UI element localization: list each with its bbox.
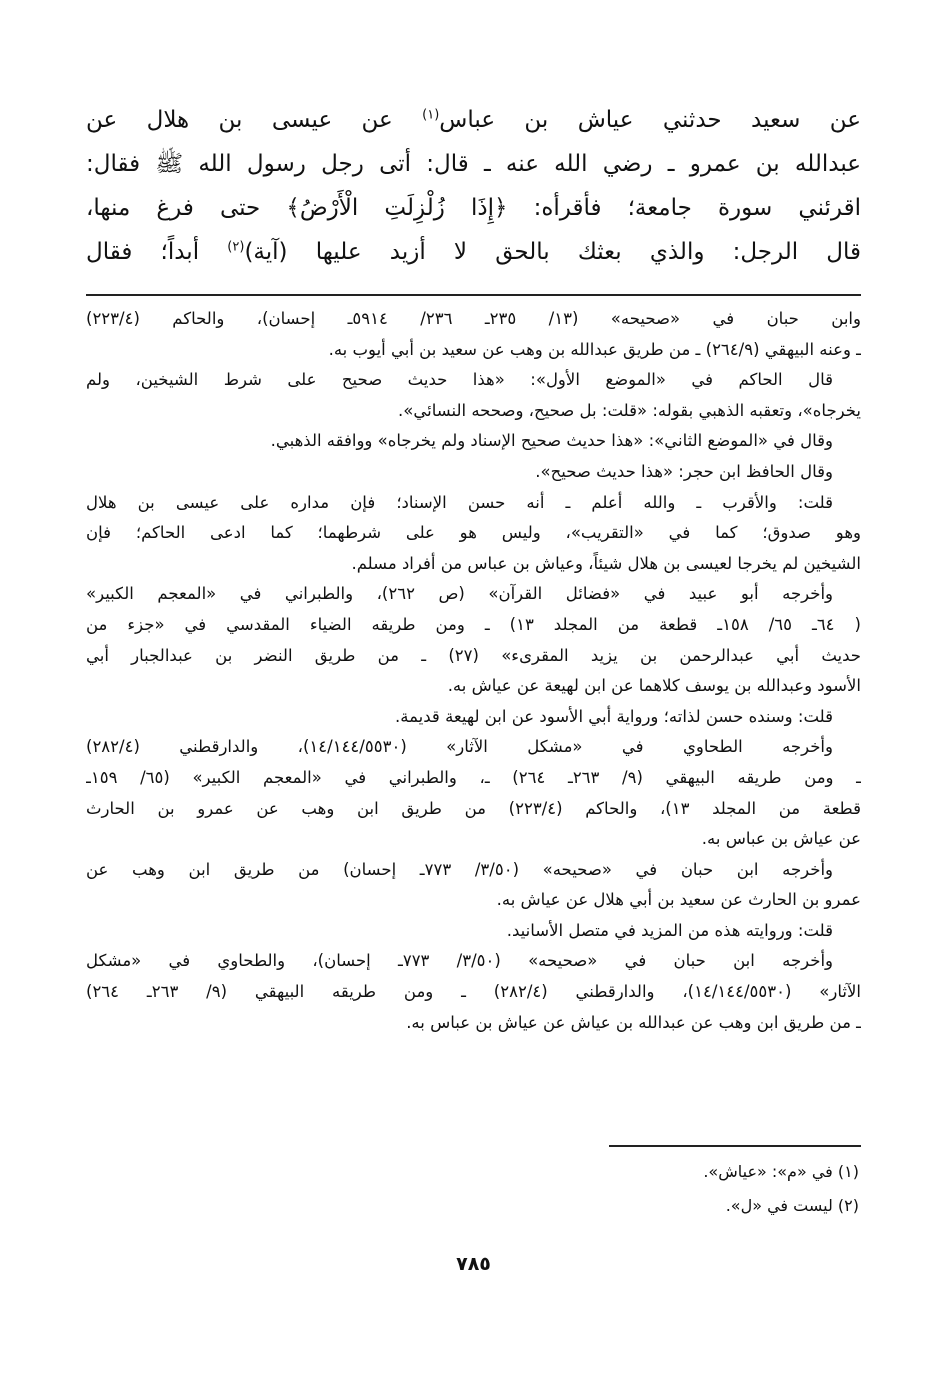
main-text	[86, 98, 861, 274]
footnote-marker-1: (١)	[422, 107, 440, 123]
note-line: وأخرجه ابن حبان في «صحيحه» (٣/٥٠/ ٧٧٣ـ إحسان) من طريق ابن وهب عن	[86, 859, 834, 879]
footnotes	[261, 1155, 861, 1223]
main-line-4-part-b: أبداً؛ فقال	[86, 239, 200, 265]
note-line: وقال في «الموضع الثاني»: «هذا حديث صحيح الإسناد ولم يخرجاه» ووافقه الذهبي.	[270, 431, 833, 451]
note-line: وأخرجه أبو عبيد في «فضائل القرآن» (ص ٢٦٢)، والطبراني في «المعجم الكبير»	[86, 584, 833, 604]
note-line: ـ ومن طريقه البيهقي (٩/ ٢٦٣ـ ٢٦٤) ـ، والطبراني في «المعجم الكبير» (٦٥/ ١٥٩ـ	[86, 767, 861, 787]
note-line: يخرجاه»، وتعقبه الذهبي بقوله: «قلت: بل صحيح، وصححه النسائي».	[398, 400, 861, 420]
note-line: الآثار» (١٤/١٤٤/٥٥٣٠)، والدارقطني (٢٨٢/٤) ـ ومن طريقه البيهقي (٩/ ٢٦٣ـ ٢٦٤)	[86, 982, 861, 1002]
main-line-4	[86, 230, 861, 274]
note-line: حديث أبي عبدالرحمن بن يزيد المقرىء» (٢٧) ـ من طريق النضر بن عبدالجبار أبي	[86, 645, 861, 665]
note-line: عمرو بن الحارث عن سعيد بن أبي هلال عن عياش به.	[496, 890, 861, 910]
main-line-4-part-a: قال الرجل: والذي بعثك بالحق لا أزيد عليها (آية)	[244, 239, 861, 265]
main-line-3: اقرئني سورة جامعة؛ فأقرأه: ﴿إِذَا زُلْزِلَتِ الْأَرْضُ﴾ حتى فرغ منها،	[86, 195, 861, 221]
main-line-1	[86, 98, 861, 142]
main-line-1-part-b: عن عيسى بن هلال عن	[86, 107, 393, 133]
note-line: ـ وعنه البيهقي (٢٦٤/٩) ـ من طريق عبدالله بن وهب عن سعيد بن أبي أيوب به.	[328, 339, 861, 359]
note-line: الأسود وعبدالله بن يوسف كلاهما عن ابن لهيعة عن عياش به.	[447, 676, 861, 696]
main-line-2: عبدالله بن عمرو ـ رضي الله عنه ـ قال: أتى رجل رسول الله ﷺ فقال:	[86, 151, 861, 177]
note-line: قطعة من المجلد ١٣)، والحاكم (٢٢٣/٤) من طريق ابن وهب عن عمرو بن الحارث	[86, 798, 861, 818]
footnote-1: (١) في «م»: «عياش».	[703, 1162, 859, 1181]
footnote-divider	[609, 1145, 861, 1147]
note-line: عن عياش بن عباس به.	[701, 829, 861, 849]
footnote-2: (٢) ليست في «ل».	[725, 1196, 859, 1215]
note-line: ( ٦٤ـ ٦٥/ ١٥٨ـ قطعة من المجلد ١٣) ـ ومن طريقه الضياء المقدسي في «جزء من	[86, 614, 861, 634]
note-line: وقال الحافظ ابن حجر: «هذا حديث صحيح».	[535, 461, 833, 481]
main-line-1-part-a: عن سعيد حدثني عياش بن عباس	[439, 107, 861, 133]
note-line: الشيخين لم يخرجا لعيسى بن هلال شيئاً، وعياش بن عباس من أفراد مسلم.	[351, 553, 861, 573]
note-line: وأخرجه ابن حبان في «صحيحه» (٣/٥٠/ ٧٧٣ـ إحسان)، والطحاوي في «مشكل	[86, 951, 833, 971]
footnote-marker-2: (٢)	[227, 239, 245, 255]
note-line: قال الحاكم في «الموضع الأول»: «هذا حديث صحيح على شرط الشيخين، ولم	[86, 370, 833, 390]
page-number: ٧٨٥	[456, 1253, 491, 1275]
note-line: وأخرجه الطحاوي في «مشكل الآثار» (١٤/١٤٤/٥٥٣٠)، والدارقطني (٢٨٢/٤)	[86, 737, 833, 757]
note-line: وهو صدوق؛ كما في «التقريب»، وليس هو على شرطهما؛ كما ادعى الحاكم؛ فإن	[86, 523, 861, 543]
note-line: قلت: وروايته هذه من المزيد في متصل الأسانيد.	[506, 920, 833, 940]
note-line: قلت: والأقرب ـ والله أعلم ـ أنه حسن الإسناد؛ فإن مداره على عيسى بن هلال	[86, 492, 833, 512]
note-line: وابن حبان في «صحيحه» (١٣/ ٢٣٥ـ ٢٣٦/ ٥٩١٤ـ إحسان)، والحاكم (٢٢٣/٤)	[86, 309, 861, 328]
note-line: ـ من طريق ابن وهب عن عبدالله بن عياش عن عياش بن عباس به.	[406, 1012, 861, 1032]
commentary-notes	[86, 304, 861, 1038]
main-divider	[86, 294, 861, 296]
note-line: قلت: وسنده حسن لذاته؛ ورواية أبي الأسود عن ابن لهيعة قديمة.	[395, 706, 833, 726]
